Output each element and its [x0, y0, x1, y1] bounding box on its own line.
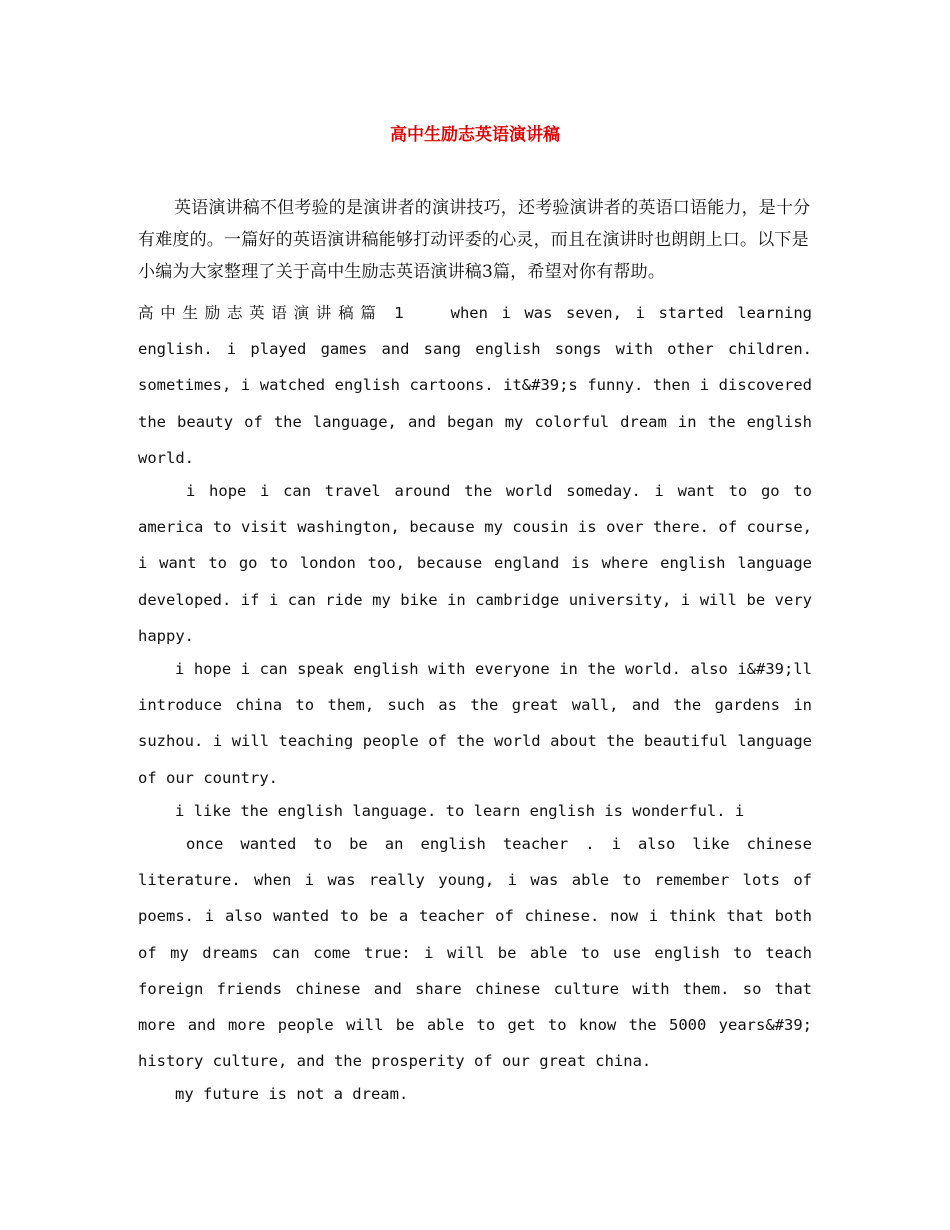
paragraph-1-text: when i was seven, i started learning english. i played games and sang english songs with other children. sometimes, i watched english cartoons. it&#39;s funny. then i discovered the beauty of the language, and began my colorful dream in the english world.	[138, 304, 812, 467]
document-title: 高中生励志英语演讲稿	[390, 125, 560, 145]
speech-body	[138, 295, 812, 1113]
paragraph-2: i hope i can travel around the world someday. i want to go to america to visit washington, because my cousin is over there. of course, i want to go to london too, because england is where english language developed. if i can ride my bike in cambridge university, i will be very happy.	[138, 482, 812, 645]
paragraph-6: my future is not a dream.	[175, 1085, 409, 1104]
paragraph-5: once wanted to be an english teacher . i also like chinese literature. when i was really young, i was able to remember lots of poems. i also wanted to be a teacher of chinese. now i think that both of my dreams can come true: i will be able to use english to teach foreign friends chinese and share chinese culture with them. so that more and more people will be able to get to know the 5000 years&#39; history culture, and the prosperity of our great china.	[138, 835, 812, 1071]
paragraph-4: i like the english language. to learn english is wonderful. i	[175, 801, 745, 820]
paragraph-3: i hope i can speak english with everyone in the world. also i&#39;ll introduce china to them, such as the great wall, and the gardens in suzhou. i will teaching people of the world about the beautiful language of our country.	[138, 660, 812, 787]
paragraph-1	[138, 295, 812, 476]
section-heading: 高中生励志英语演讲稿篇 1	[138, 304, 407, 322]
intro-paragraph: 英语演讲稿不但考验的是演讲者的演讲技巧，还考验演讲者的英语口语能力，是十分有难度的。一篇好的英语演讲稿能够打动评委的心灵，而且在演讲时也朗朗上口。以下是小编为大家整理了关于高中生励志英语演讲稿3篇，希望对你有帮助。	[138, 198, 811, 282]
